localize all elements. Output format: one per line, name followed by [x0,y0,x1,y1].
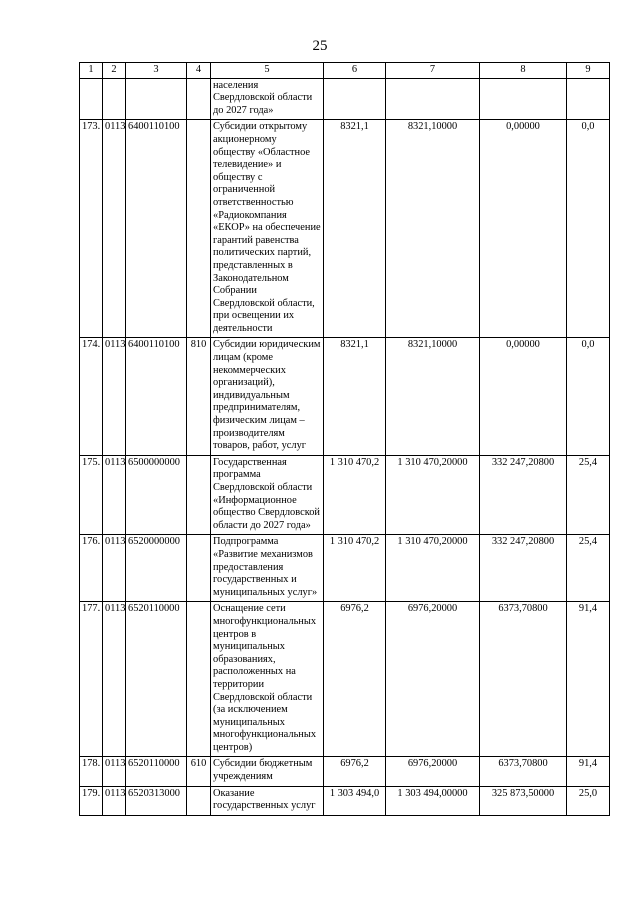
description-cell: Государственная программа Свердловской области «Информационное общество Свердловской области до 2027 года» [211,455,324,535]
expense-type-cell: 610 [187,757,211,786]
header-cell: 3 [126,63,187,79]
executed-amount-cell: 332 247,20800 [480,535,567,602]
target-article-cell [126,78,187,120]
section-code-cell: 0113 [103,757,126,786]
section-code-cell: 0113 [103,535,126,602]
row-number-cell: 179. [80,786,103,815]
expense-type-cell [187,602,211,757]
target-article-cell: 6520000000 [126,535,187,602]
executed-amount-cell: 6373,70800 [480,602,567,757]
expense-type-cell [187,786,211,815]
description-cell: Оснащение сети многофункциональных центров в муниципальных образованиях, расположенных на территории Свердловской области (за исключением муниципальных многофункциональных центров) [211,602,324,757]
description-cell: Субсидии бюджетным учреждениям [211,757,324,786]
percent-cell: 0,0 [567,338,610,455]
percent-cell: 25,4 [567,455,610,535]
expense-type-cell: 810 [187,338,211,455]
approved-amount-cell: 1 310 470,2 [324,455,386,535]
description-cell: Субсидии юридическим лицам (кроме некоммерческих организаций), индивидуальным предпринимателям, физическим лицам – производителям товаров, работ, услуг [211,338,324,455]
table-row [80,535,610,602]
header-cell: 7 [386,63,480,79]
planned-amount-cell: 6976,20000 [386,757,480,786]
header-row [80,63,610,79]
row-number-cell: 175. [80,455,103,535]
header-cell: 6 [324,63,386,79]
expense-type-cell [187,78,211,120]
budget-table [79,62,610,816]
table-row [80,120,610,338]
percent-cell: 25,4 [567,535,610,602]
table-row [80,78,610,120]
percent-cell: 0,0 [567,120,610,338]
table-row [80,338,610,455]
percent-cell: 91,4 [567,602,610,757]
row-number-cell: 177. [80,602,103,757]
description-cell: Оказание государственных услуг [211,786,324,815]
section-code-cell: 0113 [103,338,126,455]
description-cell: Подпрограмма «Развитие механизмов предоставления государственных и муниципальных услуг» [211,535,324,602]
header-cell: 4 [187,63,211,79]
approved-amount-cell: 1 310 470,2 [324,535,386,602]
approved-amount-cell [324,78,386,120]
table-row [80,757,610,786]
percent-cell [567,78,610,120]
executed-amount-cell: 0,00000 [480,120,567,338]
planned-amount-cell: 8321,10000 [386,120,480,338]
planned-amount-cell [386,78,480,120]
target-article-cell: 6520313000 [126,786,187,815]
row-number-cell: 174. [80,338,103,455]
percent-cell: 91,4 [567,757,610,786]
planned-amount-cell: 6976,20000 [386,602,480,757]
approved-amount-cell: 1 303 494,0 [324,786,386,815]
planned-amount-cell: 8321,10000 [386,338,480,455]
page-number: 25 [312,38,328,54]
approved-amount-cell: 6976,2 [324,757,386,786]
target-article-cell: 6400110100 [126,120,187,338]
header-cell: 5 [211,63,324,79]
executed-amount-cell: 0,00000 [480,338,567,455]
planned-amount-cell: 1 310 470,20000 [386,455,480,535]
row-number-cell: 176. [80,535,103,602]
target-article-cell: 6400110100 [126,338,187,455]
description-cell: населения Свердловской области до 2027 года» [211,78,324,120]
header-cell: 9 [567,63,610,79]
row-number-cell: 178. [80,757,103,786]
table-row [80,602,610,757]
row-number-cell: 173. [80,120,103,338]
description-cell: Субсидии открытому акционерному обществу «Областное телевидение» и обществу с ограниченной ответственностью «Радиокомпания «ЕКОР» на обеспечение гарантий равенства политических партий, представленных в Законодательном Собрании Свердловской области, при освещении их деятельности [211,120,324,338]
header-cell: 1 [80,63,103,79]
target-article-cell: 6500000000 [126,455,187,535]
target-article-cell: 6520110000 [126,602,187,757]
section-code-cell: 0113 [103,120,126,338]
expense-type-cell [187,120,211,338]
percent-cell: 25,0 [567,786,610,815]
header-cell: 2 [103,63,126,79]
row-number-cell [80,78,103,120]
section-code-cell [103,78,126,120]
approved-amount-cell: 6976,2 [324,602,386,757]
planned-amount-cell: 1 303 494,00000 [386,786,480,815]
header-cell: 8 [480,63,567,79]
executed-amount-cell: 6373,70800 [480,757,567,786]
executed-amount-cell: 325 873,50000 [480,786,567,815]
section-code-cell: 0113 [103,602,126,757]
section-code-cell: 0113 [103,455,126,535]
section-code-cell: 0113 [103,786,126,815]
planned-amount-cell: 1 310 470,20000 [386,535,480,602]
executed-amount-cell [480,78,567,120]
target-article-cell: 6520110000 [126,757,187,786]
table-row [80,786,610,815]
expense-type-cell [187,455,211,535]
approved-amount-cell: 8321,1 [324,338,386,455]
approved-amount-cell: 8321,1 [324,120,386,338]
table-row [80,455,610,535]
expense-type-cell [187,535,211,602]
table-body [80,78,610,815]
executed-amount-cell: 332 247,20800 [480,455,567,535]
